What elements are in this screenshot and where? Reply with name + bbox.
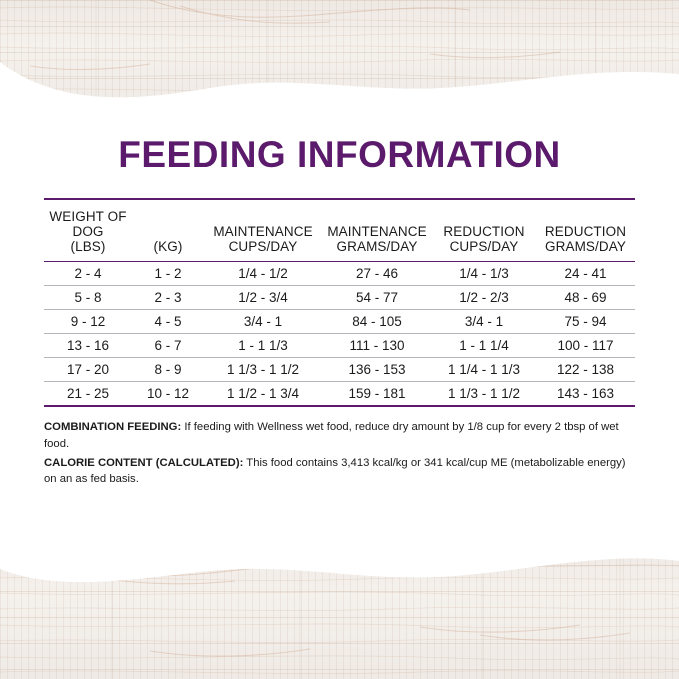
column-header-weight-kg xyxy=(132,199,204,262)
cell-maintenance-cups: 1 1/2 - 1 3/4 xyxy=(204,382,322,407)
calorie-content-note xyxy=(44,455,635,488)
table-row xyxy=(44,382,635,407)
page-title: FEEDING INFORMATION xyxy=(118,134,561,175)
cell-weight-kg: 1 - 2 xyxy=(132,262,204,286)
cell-weight-lbs: 17 - 20 xyxy=(44,358,132,382)
cell-maintenance-cups: 1 1/3 - 1 1/2 xyxy=(204,358,322,382)
cell-maintenance-grams: 27 - 46 xyxy=(322,262,432,286)
column-header-maintenance-grams xyxy=(322,199,432,262)
cell-reduction-cups: 1/2 - 2/3 xyxy=(432,286,536,310)
table-row xyxy=(44,334,635,358)
column-header-line2: CUPS/DAY xyxy=(449,239,519,255)
cell-weight-kg: 10 - 12 xyxy=(132,382,204,407)
cell-reduction-cups: 1 - 1 1/4 xyxy=(432,334,536,358)
cell-maintenance-cups: 1/2 - 3/4 xyxy=(204,286,322,310)
cell-weight-lbs: 2 - 4 xyxy=(44,262,132,286)
cell-maintenance-grams: 54 - 77 xyxy=(322,286,432,310)
cell-weight-lbs: 21 - 25 xyxy=(44,382,132,407)
cell-reduction-cups: 3/4 - 1 xyxy=(432,310,536,334)
cell-maintenance-cups: 3/4 - 1 xyxy=(204,310,322,334)
column-header-line2: GRAMS/DAY xyxy=(336,239,418,255)
cell-weight-lbs: 13 - 16 xyxy=(44,334,132,358)
column-header-line1: REDUCTION xyxy=(544,224,627,240)
column-header-weight-lbs xyxy=(44,199,132,262)
feeding-information-panel xyxy=(0,112,679,491)
feeding-table xyxy=(44,198,635,407)
table-row xyxy=(44,358,635,382)
cell-weight-lbs: 9 - 12 xyxy=(44,310,132,334)
column-header-line1: MAINTENANCE xyxy=(327,224,427,240)
column-header-line2: (KG) xyxy=(153,239,183,255)
table-body xyxy=(44,262,635,407)
table-row xyxy=(44,262,635,286)
column-header-line2: GRAMS/DAY xyxy=(545,239,626,255)
feeding-table-wrapper xyxy=(44,198,635,407)
table-row xyxy=(44,286,635,310)
wood-texture-top xyxy=(0,0,679,112)
column-header-maintenance-cups xyxy=(204,199,322,262)
cell-reduction-cups: 1 1/3 - 1 1/2 xyxy=(432,382,536,407)
cell-weight-kg: 4 - 5 xyxy=(132,310,204,334)
cell-reduction-cups: 1/4 - 1/3 xyxy=(432,262,536,286)
cell-maintenance-grams: 136 - 153 xyxy=(322,358,432,382)
cell-reduction-grams: 75 - 94 xyxy=(536,310,635,334)
cell-reduction-grams: 48 - 69 xyxy=(536,286,635,310)
combination-feeding-text: If feeding with Wellness wet food, reduce dry amount by 1/8 cup for every 2 tbsp of wet food. xyxy=(44,421,619,450)
table-header xyxy=(44,199,635,262)
cell-weight-kg: 6 - 7 xyxy=(132,334,204,358)
cell-reduction-grams: 100 - 117 xyxy=(536,334,635,358)
wood-wave-mask-bottom xyxy=(0,539,679,679)
cell-reduction-grams: 24 - 41 xyxy=(536,262,635,286)
cell-weight-lbs: 5 - 8 xyxy=(44,286,132,310)
calorie-content-label: CALORIE CONTENT (CALCULATED): xyxy=(44,457,244,470)
column-header-line1: MAINTENANCE xyxy=(213,224,313,240)
column-header-line1: REDUCTION xyxy=(443,224,525,240)
combination-feeding-label: COMBINATION FEEDING: xyxy=(44,421,182,434)
cell-maintenance-cups: 1/4 - 1/2 xyxy=(204,262,322,286)
calorie-content-text: This food contains 3,413 kcal/kg or 341 kcal/cup ME (metabolizable energy) on an as fed basis. xyxy=(44,457,626,486)
table-row xyxy=(44,310,635,334)
cell-reduction-grams: 143 - 163 xyxy=(536,382,635,407)
column-header-reduction-grams xyxy=(536,199,635,262)
cell-weight-kg: 8 - 9 xyxy=(132,358,204,382)
column-header-line2: (LBS) xyxy=(70,239,106,255)
cell-reduction-grams: 122 - 138 xyxy=(536,358,635,382)
cell-maintenance-grams: 159 - 181 xyxy=(322,382,432,407)
cell-weight-kg: 2 - 3 xyxy=(132,286,204,310)
cell-maintenance-cups: 1 - 1 1/3 xyxy=(204,334,322,358)
wood-wave-mask-top xyxy=(0,0,679,112)
combination-feeding-note xyxy=(44,419,635,452)
cell-maintenance-grams: 84 - 105 xyxy=(322,310,432,334)
column-header-line2: CUPS/DAY xyxy=(228,239,298,255)
wood-texture-bottom xyxy=(0,539,679,679)
cell-reduction-cups: 1 1/4 - 1 1/3 xyxy=(432,358,536,382)
cell-maintenance-grams: 111 - 130 xyxy=(322,334,432,358)
column-header-reduction-cups xyxy=(432,199,536,262)
column-header-line1: WEIGHT OF DOG xyxy=(49,209,127,240)
feeding-notes xyxy=(44,419,635,488)
